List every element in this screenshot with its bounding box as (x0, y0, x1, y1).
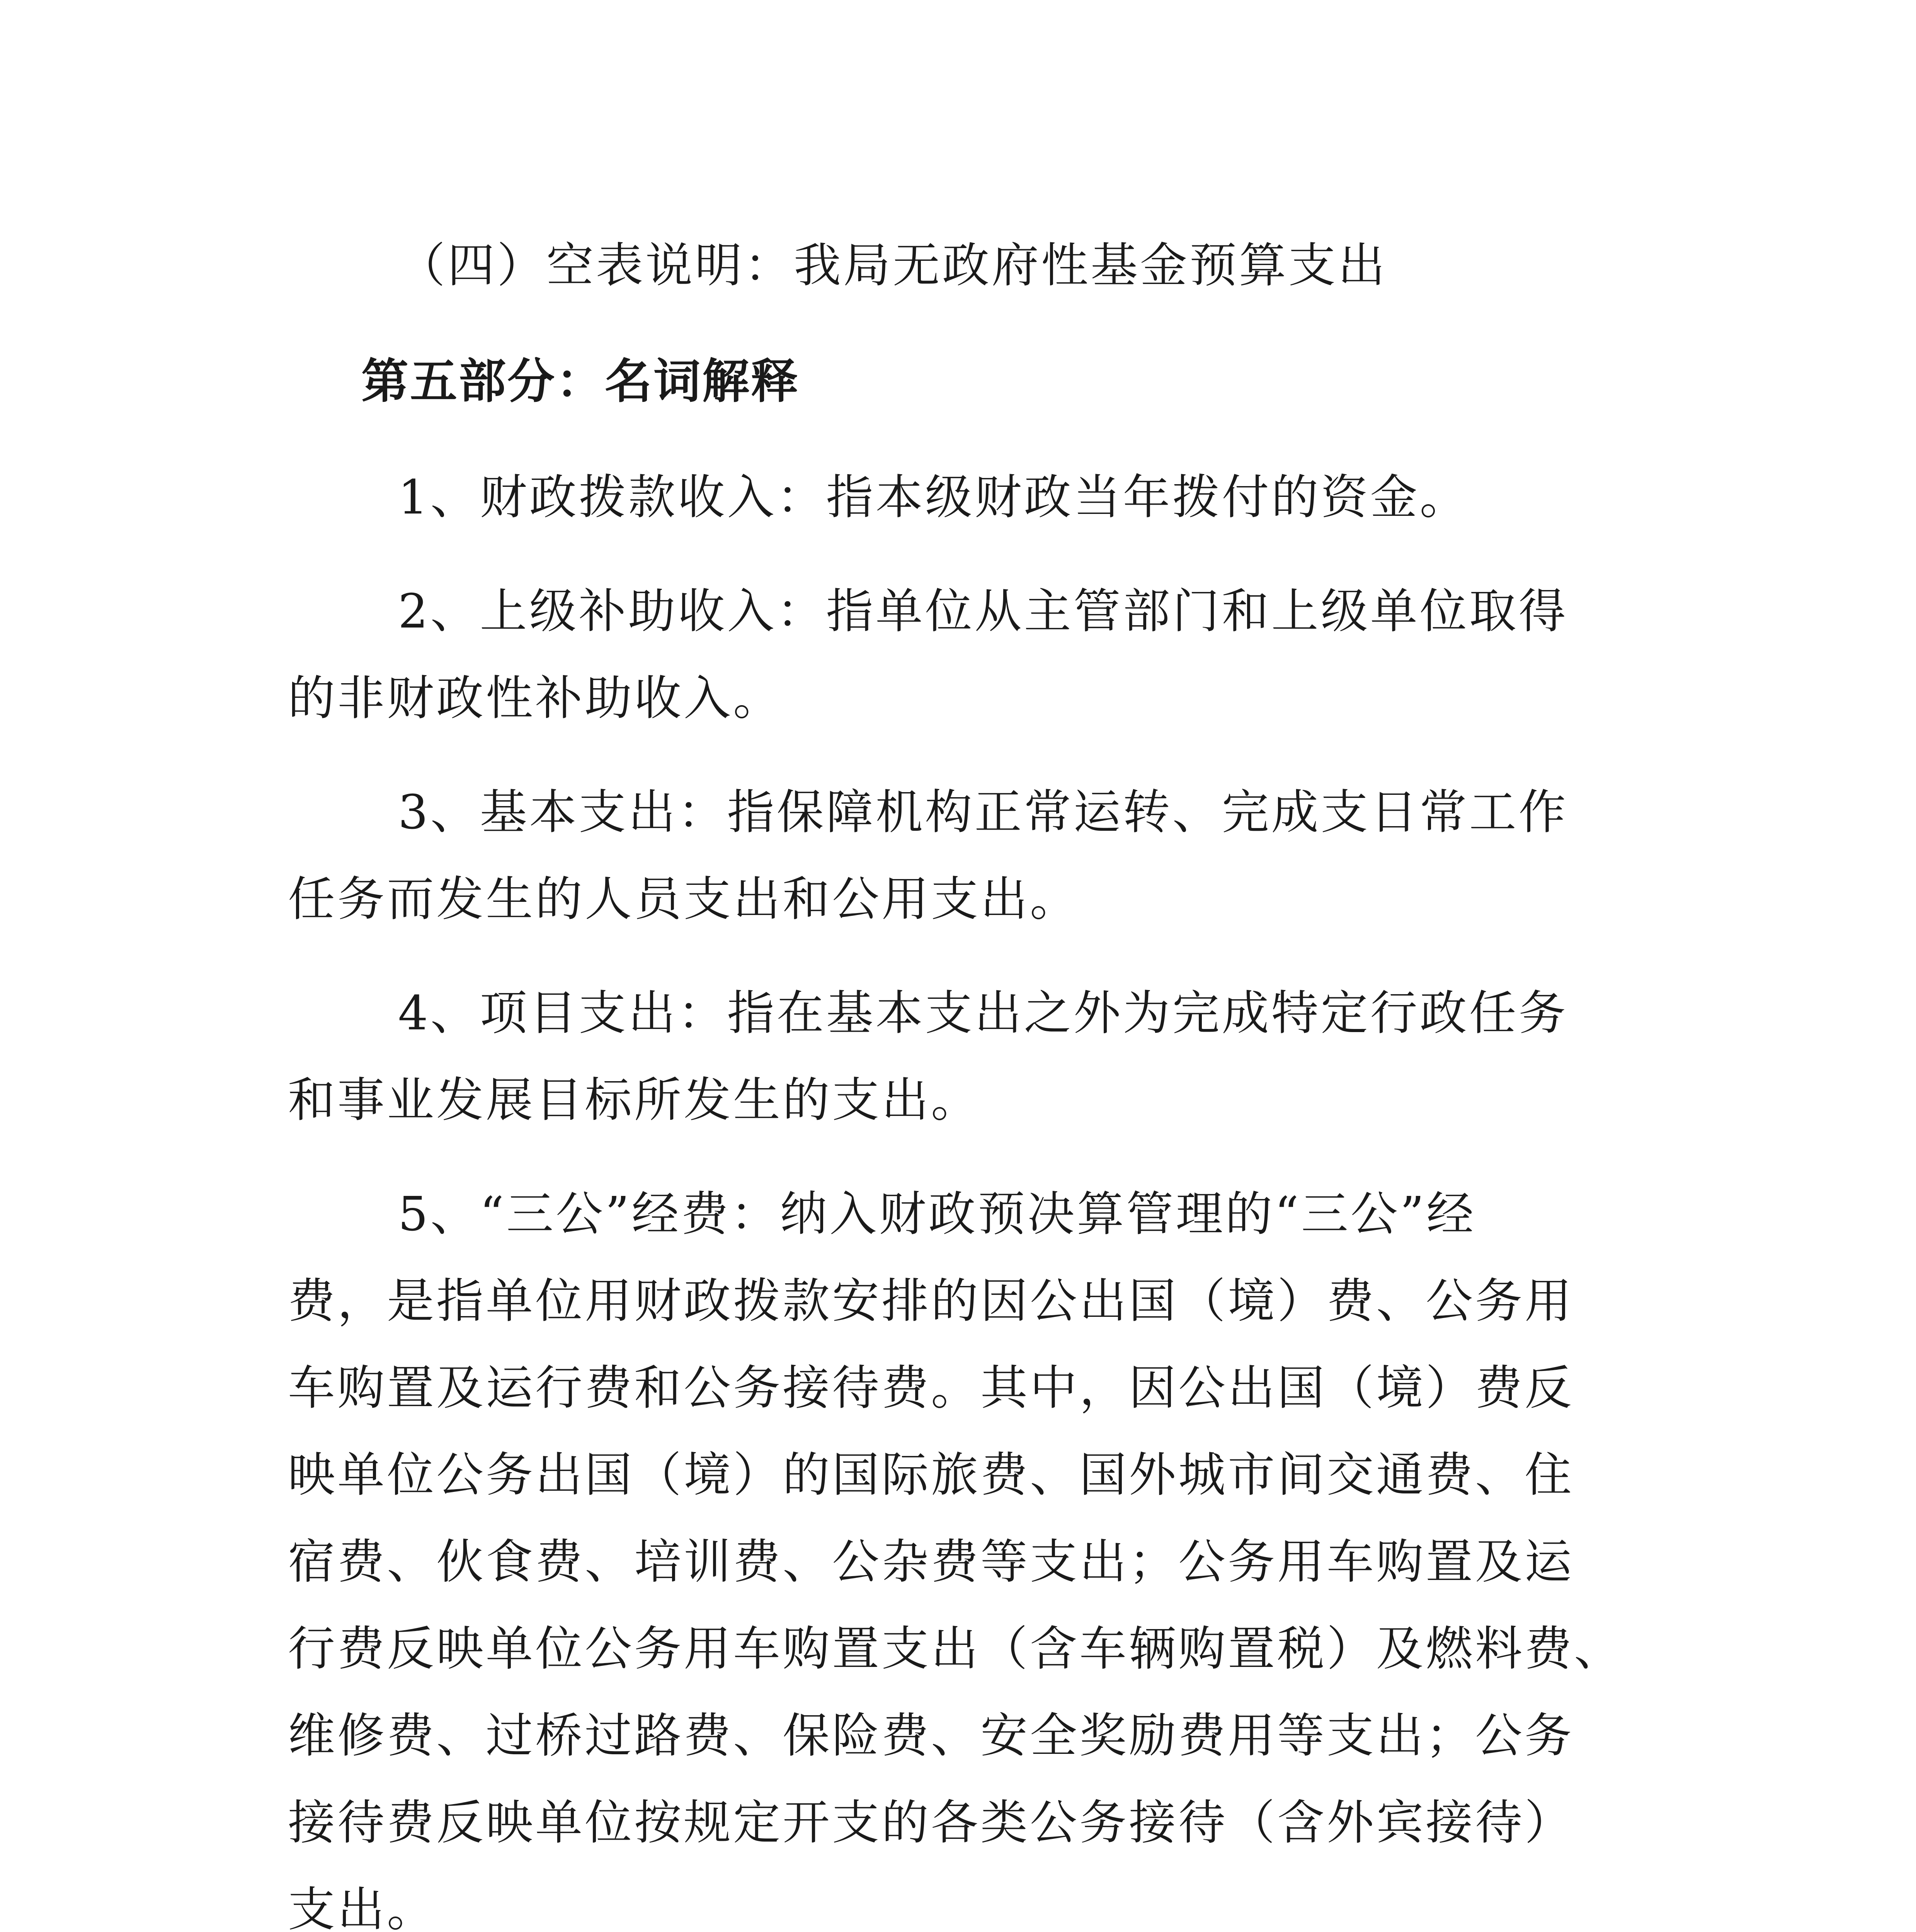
paragraph-line: 和事业发展目标所发生的支出。 (288, 1073, 980, 1128)
paragraph-line: 宿费、伙食费、培训费、公杂费等支出；公务用车购置及运 (288, 1534, 1574, 1589)
paragraph-line: 3、基本支出：指保障机构正常运转、完成支日常工作 (398, 785, 1568, 840)
paragraph-line: 任务而发生的人员支出和公用支出。 (288, 872, 1079, 927)
definition-financial-allocation-income (288, 454, 1640, 541)
paragraph-line: 支出。 (288, 1882, 436, 1932)
definition-basic-expenditure (288, 769, 1640, 943)
definition-superior-subsidy-income (288, 568, 1640, 742)
page-content (288, 222, 1640, 1932)
paragraph-line: 费，是指单位用财政拨款安排的因公出国（境）费、公务用 (288, 1274, 1574, 1328)
paragraph-line: 2、上级补助收入：指单位从主管部门和上级单位取得 (398, 584, 1568, 639)
paragraph-line: 接待费反映单位按规定开支的各类公务接待（含外宾接待） (288, 1795, 1574, 1850)
empty-table-note: （四）空表说明：我局无政府性基金预算支出 (398, 238, 1387, 293)
section-heading: 第五部分：名词解释 (361, 354, 800, 409)
paragraph-line: 映单位公务出国（境）的国际旅费、国外城市间交通费、住 (288, 1447, 1574, 1502)
paragraph-line: 1、财政拨款收入：指本级财政当年拨付的资金。 (398, 470, 1469, 525)
definition-three-public-expenses (288, 1171, 1640, 1932)
paragraph-line: 车购置及运行费和公务接待费。其中，因公出国（境）费反 (288, 1361, 1574, 1415)
paragraph-line: 维修费、过桥过路费、保险费、安全奖励费用等支出；公务 (288, 1708, 1574, 1763)
paragraph-line: 行费反映单位公务用车购置支出（含车辆购置税）及燃料费、 (288, 1621, 1623, 1676)
paragraph-line: 4、项目支出：指在基本支出之外为完成特定行政任务 (398, 986, 1568, 1041)
definition-project-expenditure (288, 970, 1640, 1144)
paragraph-line: 5、“三公”经费：纳入财政预决算管理的“三公”经 (398, 1187, 1476, 1242)
paragraph-line: 的非财政性补助收入。 (288, 671, 783, 726)
